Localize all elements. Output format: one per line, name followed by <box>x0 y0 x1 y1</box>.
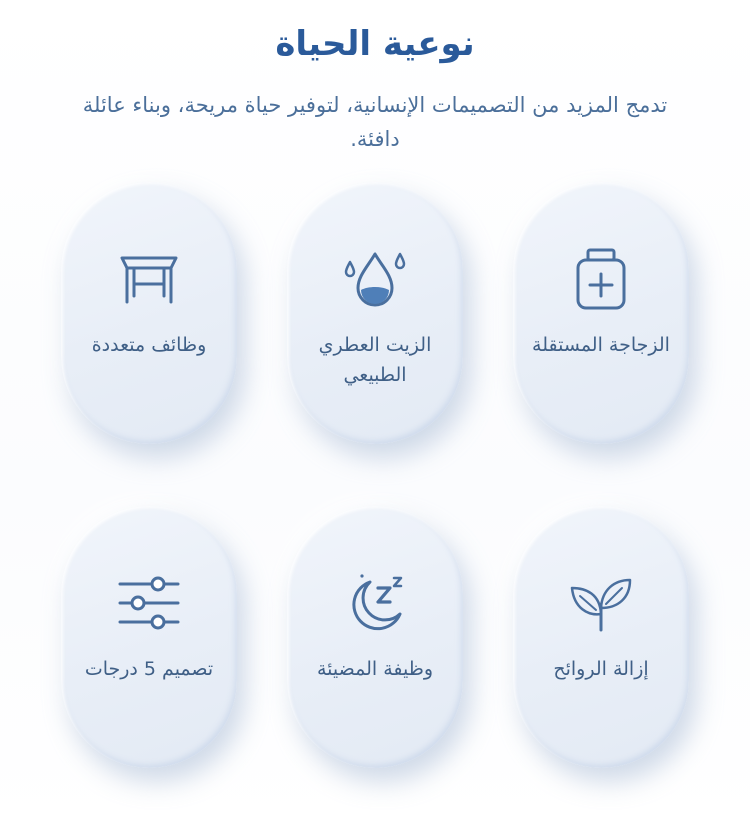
page-subtitle: تدمج المزيد من التصميمات الإنسانية، لتوفير حياة مريحة، وبناء عائلة دافئة. <box>82 93 668 151</box>
feature-card-light <box>287 506 463 768</box>
feature-label: تصميم 5 درجات <box>84 658 214 680</box>
feature-label: وظائف متعددة <box>91 334 207 356</box>
feature-card-odor-removal <box>513 506 689 768</box>
feature-label: الزيت العطري الطبيعي <box>318 334 432 386</box>
feature-label: الزجاجة المستقلة <box>532 334 670 356</box>
feature-card-five-levels <box>61 506 237 768</box>
bottle-plus-icon <box>566 244 636 314</box>
feature-label: وظيفة المضيئة <box>316 658 434 680</box>
oil-drop-icon <box>340 244 410 314</box>
feature-card-independent-bottle <box>513 182 689 444</box>
moon-sleep-icon <box>340 568 410 638</box>
page-title: نوعية الحياة <box>275 24 475 64</box>
table-icon <box>114 244 184 314</box>
feature-card-multifunction <box>61 182 237 444</box>
feature-label: إزالة الروائح <box>553 658 649 680</box>
leaves-icon <box>566 568 636 638</box>
feature-card-essential-oil <box>287 182 463 444</box>
sliders-icon <box>114 568 184 638</box>
